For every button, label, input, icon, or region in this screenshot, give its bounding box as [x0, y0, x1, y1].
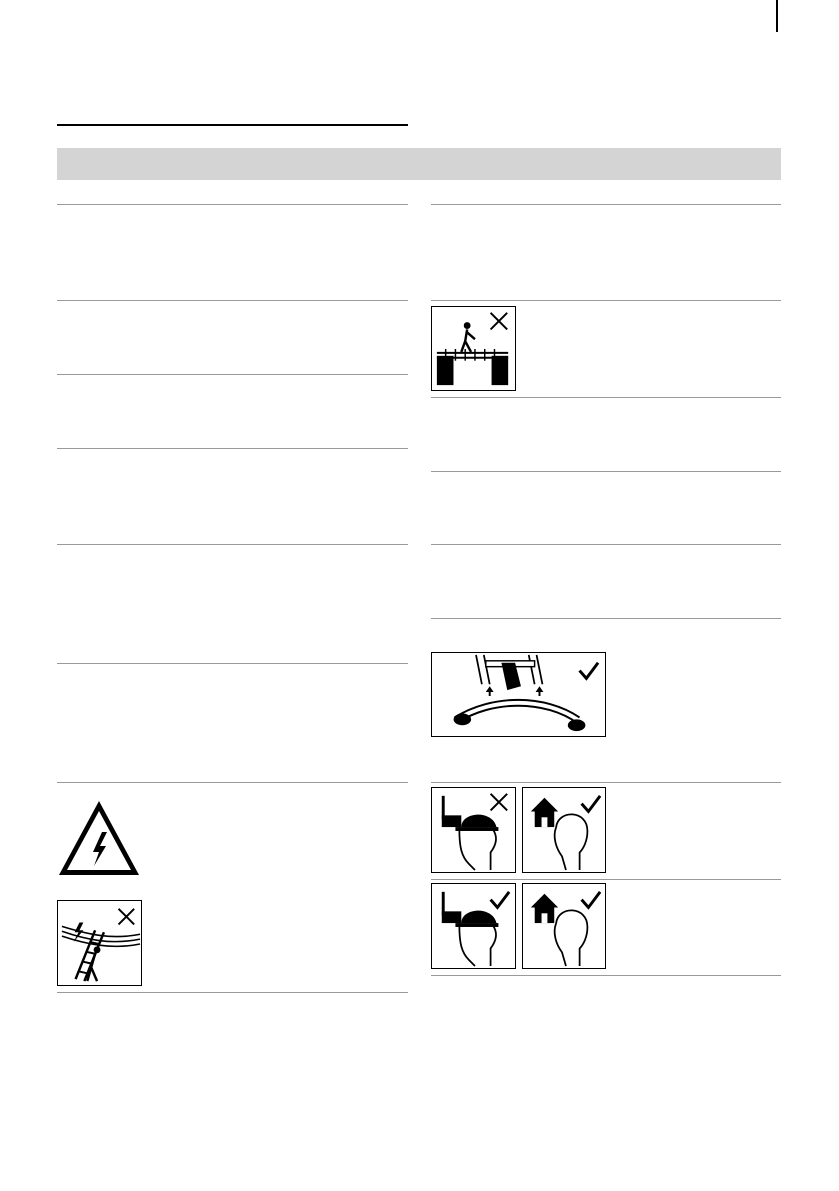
- divider: [57, 448, 408, 449]
- divider: [57, 374, 408, 375]
- page-title: [57, 100, 408, 120]
- domestic-use-allowed-icon: [522, 787, 606, 873]
- no-ladder-as-bridge-icon: [431, 306, 516, 391]
- no-ladder-near-power-lines-icon: [57, 900, 142, 986]
- stabilizer-bar-icon: [431, 652, 606, 737]
- divider: [431, 204, 781, 205]
- divider: [431, 618, 781, 619]
- divider: [57, 992, 408, 993]
- divider: [57, 300, 408, 301]
- divider: [431, 879, 781, 880]
- divider: [431, 300, 781, 301]
- professional-use-allowed-icon: [431, 883, 516, 969]
- domestic-use-allowed-icon: [522, 883, 606, 969]
- professional-use-not-allowed-icon: [431, 787, 516, 873]
- divider: [431, 782, 781, 783]
- divider: [431, 975, 781, 976]
- title-underline: [57, 124, 408, 126]
- section-heading-band: [57, 148, 781, 180]
- high-voltage-warning-icon: [56, 798, 142, 878]
- divider: [431, 544, 781, 545]
- divider: [57, 204, 408, 205]
- crop-mark: [776, 0, 778, 32]
- divider: [57, 782, 408, 783]
- divider: [57, 663, 408, 664]
- divider: [431, 471, 781, 472]
- section-heading: [57, 148, 781, 162]
- divider: [431, 397, 781, 398]
- divider: [57, 544, 408, 545]
